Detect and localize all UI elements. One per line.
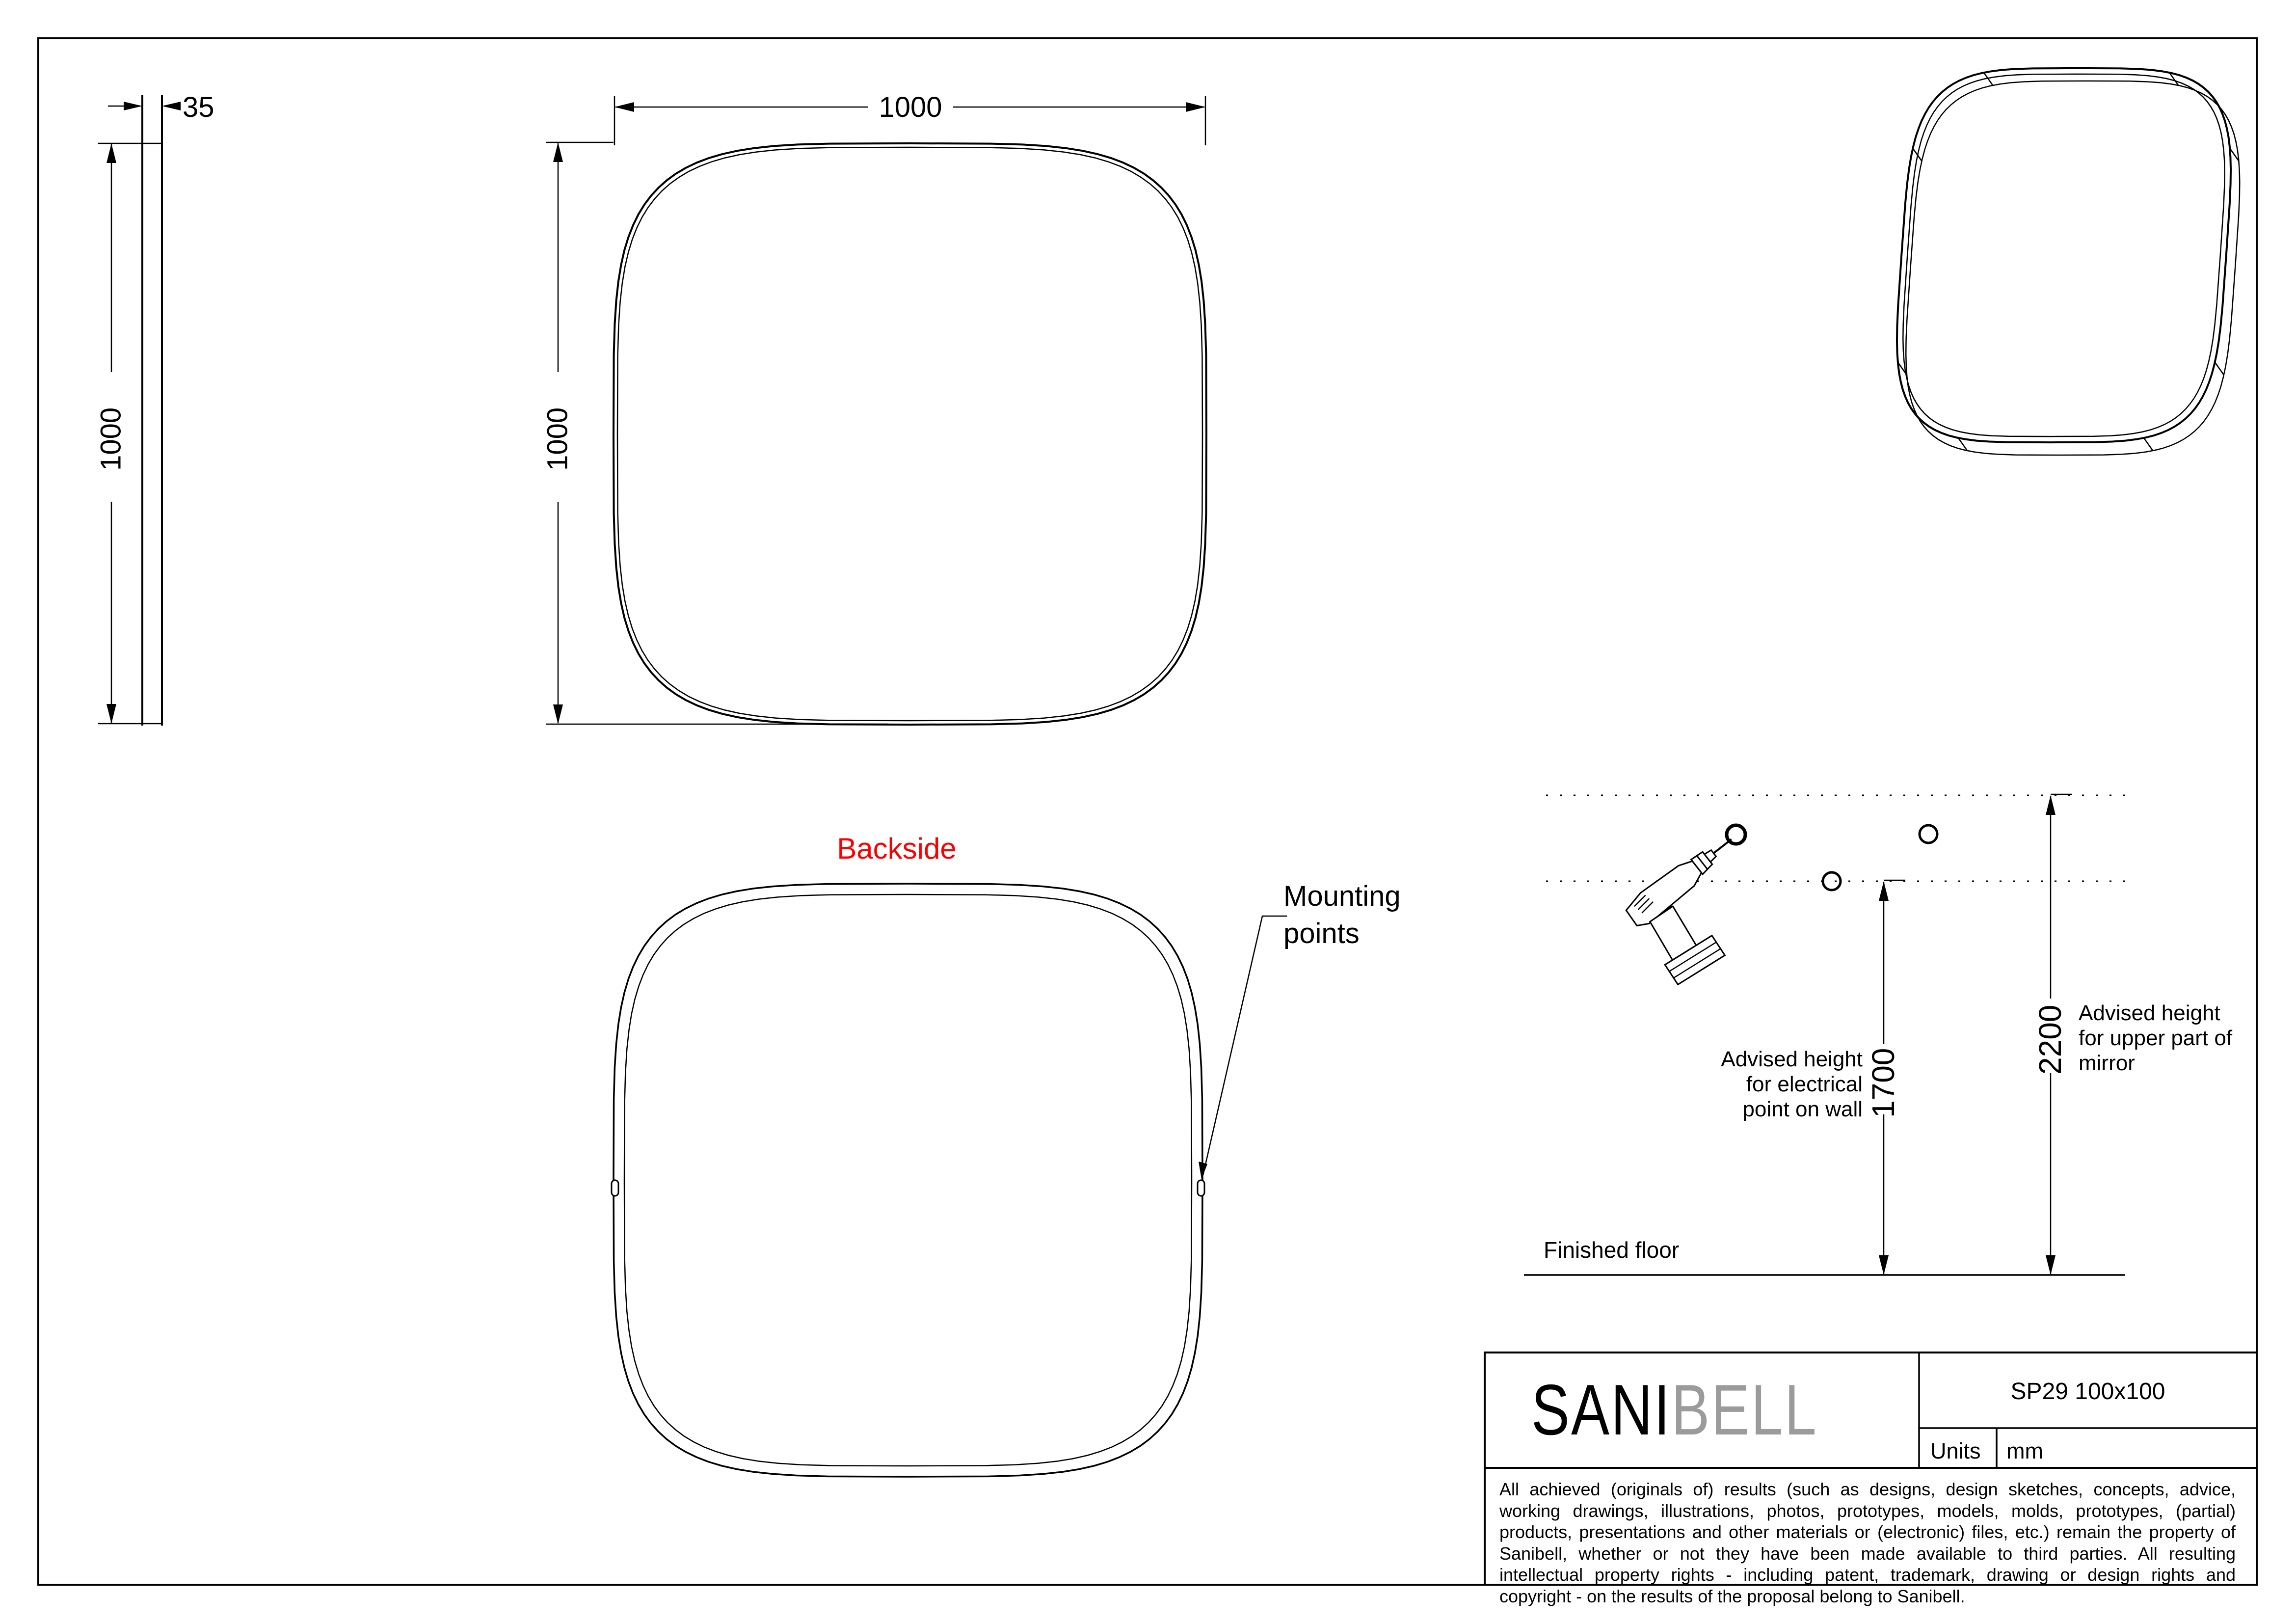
mounting-leader-line — [1203, 916, 1287, 1175]
upper-hole-circle — [1920, 825, 1937, 843]
mounting-slot-left — [612, 1180, 618, 1196]
logo-sani: SANI — [1531, 1370, 1672, 1450]
lower-hole-circle — [1823, 872, 1841, 890]
sanibell-logo — [1531, 1370, 1818, 1450]
electrical-height-dimension: 1700 — [1866, 1048, 1901, 1118]
mirror-height-dimension: 2200 — [2032, 1004, 2068, 1075]
finished-floor-label: Finished floor — [1544, 1237, 1680, 1263]
side-thickness-dimension: 35 — [183, 91, 214, 123]
side-height-dimension: 1000 — [95, 407, 127, 471]
product-code: SP29 100x100 — [2010, 1379, 2165, 1405]
backside-title: Backside — [837, 832, 957, 865]
legal-disclaimer: All achieved (originals of) results (such as designs, design sketches, concepts, advice, working drawings, illustrations, photos, prototypes, models, molds, prototypes, (partial) products, presentations and other materials or (electronic) files, etc.) remain the property of Sanibell, whether or not they have been made available to third parties. All resulting intellectual property rights - including patent, trademark, drawing or design rights and copyright - on the results of the proposal belong to Sanibell. — [1499, 1479, 2236, 1606]
logo-bell: BELL — [1671, 1370, 1818, 1450]
front-view-lines — [546, 96, 1206, 725]
perspective-view-lines — [1888, 68, 2249, 455]
backside-view-lines — [612, 884, 1287, 1477]
front-width-dimension: 1000 — [879, 91, 942, 123]
mounting-points-label: Mounting points — [1283, 880, 1401, 949]
units-label: Units — [1930, 1438, 1981, 1463]
units-value: mm — [2006, 1438, 2043, 1463]
front-height-dimension: 1000 — [541, 407, 574, 471]
drill-hole-circle — [1727, 825, 1745, 844]
electrical-height-label: Advised height for electrical point on wall — [1721, 1047, 1863, 1121]
mounting-slot-right — [1198, 1180, 1204, 1196]
mirror-height-label: Advised height for upper part of mirror — [2079, 1001, 2233, 1075]
drill-icon — [1619, 829, 1785, 989]
